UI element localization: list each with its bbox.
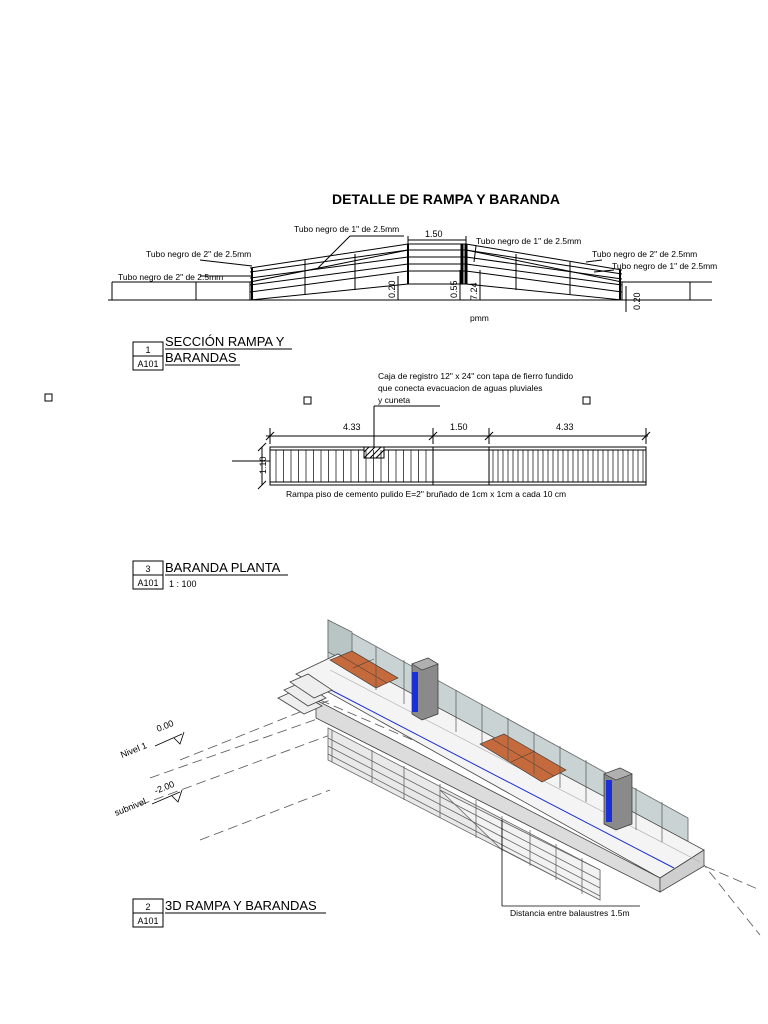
dim-rail-height: 0.55 bbox=[449, 280, 459, 298]
plan-callout-line2: que conecta evacuacion de aguas pluviales bbox=[378, 383, 543, 393]
plan-callout bbox=[378, 371, 573, 405]
level-1-value: 0.00 bbox=[155, 718, 176, 734]
plan-dim-right: 4.33 bbox=[556, 422, 574, 432]
view-tag-3-number: 3 bbox=[145, 564, 151, 574]
plan-floor-note: Rampa piso de cemento pulido E=2" bruñado de 1cm x 1cm a cada 10 cm bbox=[286, 489, 567, 499]
dim-curb-left: 0.20 bbox=[387, 280, 397, 298]
view-tag-2-title: 3D RAMPA Y BARANDAS bbox=[165, 898, 317, 913]
dim-post-height: 7.24 bbox=[469, 282, 479, 300]
view-tag-1-title-line1: SECCIÓN RAMPA Y bbox=[165, 334, 285, 349]
sheet-title: DETALLE DE RAMPA Y BARANDA bbox=[332, 191, 560, 207]
view-tag-2 bbox=[133, 898, 326, 927]
section-note: pmm bbox=[470, 313, 489, 323]
view-tag-2-number: 2 bbox=[145, 902, 151, 912]
view-tag-2-sheet: A101 bbox=[137, 916, 159, 926]
plan-callout-line1: Caja de registro 12" x 24" con tapa de fierro fundido bbox=[378, 371, 574, 381]
sublevel-value: -2.00 bbox=[153, 778, 176, 796]
label-tube1-right: Tubo negro de 1" de 2.5mm bbox=[476, 236, 582, 246]
label-tube2-right: Tubo negro de 2" de 2.5mm bbox=[592, 249, 698, 259]
plan-callout-line3: y cuneta bbox=[378, 395, 411, 405]
label-tube1-far-right: Tubo negro de 1" de 2.5mm bbox=[612, 261, 718, 271]
plan-dim-width: 1.10 bbox=[258, 456, 268, 474]
view-tag-3 bbox=[133, 560, 288, 589]
label-tube1-top: Tubo negro de 1" de 2.5mm bbox=[294, 224, 400, 234]
plan-dim-left: 4.33 bbox=[343, 422, 361, 432]
plan-hatch-left bbox=[276, 450, 426, 482]
view-tag-3-sheet: A101 bbox=[137, 578, 159, 588]
view-tag-1-sheet: A101 bbox=[137, 359, 159, 369]
level-1-label: Nivel 1 bbox=[119, 740, 149, 760]
plan-dim-center: 1.50 bbox=[450, 422, 468, 432]
sublevel-label: subnivel bbox=[113, 796, 148, 818]
dim-landing-width: 1.50 bbox=[425, 229, 443, 239]
plan-view bbox=[232, 406, 650, 489]
dim-curb-right: 0.20 bbox=[632, 292, 642, 310]
view-tag-1 bbox=[133, 334, 292, 370]
view-tag-3-title: BARANDA PLANTA bbox=[165, 560, 281, 575]
baluster-note: Distancia entre balaustres 1.5m bbox=[510, 908, 630, 918]
view-3d bbox=[113, 620, 760, 935]
plan-hatch-right bbox=[493, 450, 643, 482]
door-2 bbox=[606, 780, 612, 822]
door-1 bbox=[412, 672, 418, 712]
label-tube2-left-upper: Tubo negro de 2" de 2.5mm bbox=[146, 249, 252, 259]
selection-markers bbox=[45, 394, 590, 404]
plan-labels bbox=[258, 422, 574, 499]
view-tag-3-scale: 1 : 100 bbox=[169, 579, 197, 589]
label-tube2-left-lower: Tubo negro de 2" de 2.5mm bbox=[118, 272, 224, 282]
view-tag-1-number: 1 bbox=[145, 345, 151, 355]
view-tag-1-title-line2: BARANDAS bbox=[165, 350, 237, 365]
